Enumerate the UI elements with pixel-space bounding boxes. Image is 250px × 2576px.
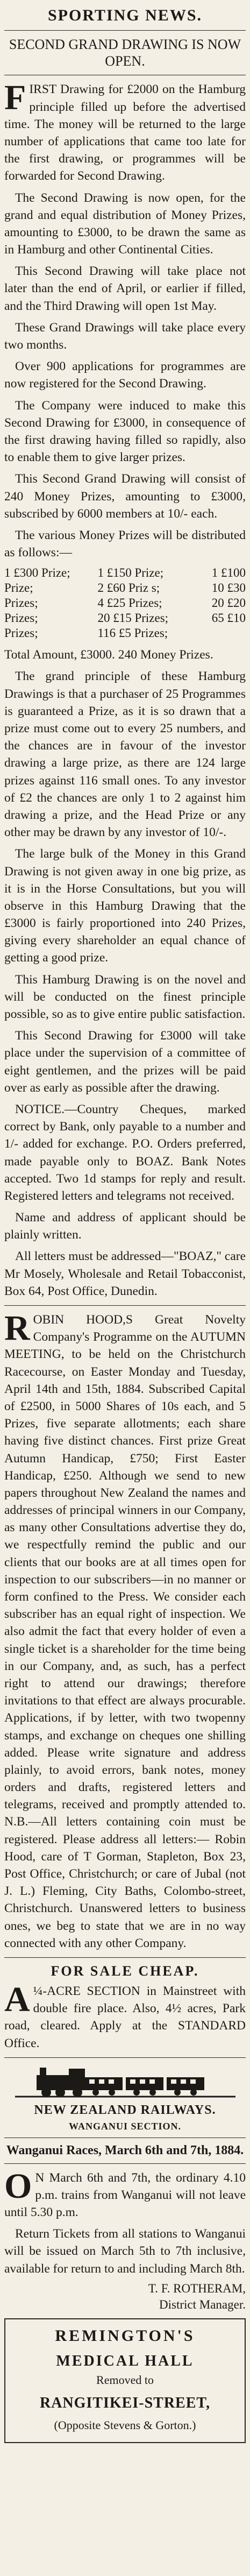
sporting-title: SECOND GRAND DRAWING IS NOW OPEN. (9, 37, 241, 69)
sporting-para: The various Money Prizes will be distributed as follows:— (4, 528, 246, 560)
divider (4, 1957, 246, 1958)
sporting-para: These Grand Drawings will take place every two months. (4, 320, 246, 352)
sporting-para: This Second Grand Drawing will consist of 240 Money Prizes, amounting to £3000, subscribed by 6000 members at 10/- each. (4, 472, 246, 521)
sporting-para: The grand principle of these Hamburg Drawings is that a purchaser of 25 Programmes is guaranteed a Prize, as it is so drawn that a prize must come out to every 25 numbers, and the chances are in favour of the investor drawing a large prize, as there are 124 large prizes against 116 small ones. To any investor of £2 the chances are only 1 to 2 against him drawing a prize, and the Head Prize or any other may be drawn by any investor of 10/-. (4, 669, 246, 840)
prize-row: Prizes; 4 £25 Prizes; 20 £20 (4, 596, 246, 610)
medical-hall: MEDICAL HALL (56, 2352, 194, 2369)
prize-total: Total Amount, £3000. 240 Money Prizes. (4, 648, 213, 662)
races-title: Wanganui Races, March 6th and 7th, 1884. (6, 2143, 244, 2157)
robin-hood-ad: ROBIN HOOD,S Great Novelty Company's Programme on the AUTUMN MEETING, to be held on the Christchurch Racecourse, on Easter Monday and Tuesday, April 14th and 15th, 1884. Subscribed Capital of £2500, in 5000 Shares of 10s each, and 5 Prizes, five separate allotments; each share having five distinct chances. First prize Great Autumn Handicap, £750; First Easter Handicap, £250. Although we send to new papers throughout New Zealand the names and addresses of principal winners in our Company, as many other Consultations advertise they do, we respectfully remind the public and our clients that our books are at all times open for inspection to our subscribers—in no manner or form confined to the Press. We consider each subscriber has an equal right of inspection. We also admit the fact that every holder of even a single ticket is a shareholder for the time being in our Company, and, as such, has a perfect right to attend our drawings; therefore invitations to that effect are always procurable. Applications, if by letter, with two twopenny stamps, and exchange on cheques one shilling added. Please write signature and address plainly, to avoid errors, bank notes, money orders and drafts, registered letters and telegrams, received and promptly attended to. N.B.—All letters containing coin must be registered. Please address all letters:— Robin Hood, care of T Gorman, Stapleton, Box 23, Post Office, Christchurch; or care of Jubal (not J. L.) Fleming, City Baths, Colombo-street, Christchurch. Unanswered letters to business ones, we beg to state that we are in no way connected with any other Company. (4, 1308, 246, 1950)
dropcap: A (4, 1979, 30, 2019)
races-para: O N March 6th and 7th, the ordinary 4.10 p.m. trains from Wanganui will not leave until 5.30 p.m. (4, 2166, 246, 2220)
sporting-intro: FIRST Drawing for £2000 on the Hamburg principle filled up before the advertised time. The money will be returned to the large number of applications that came too late for the first drawing, or programmes will be forwarded for Second Drawing. (4, 78, 246, 183)
return-tickets-para: Return Tickets from all stations to Wanganui will be issued on March 5th to 7th inclusive, available for return to and including March 8th. (4, 2227, 246, 2276)
prize-row: 1 £300 Prize; 1 £150 Prize; 1 £100 (4, 566, 246, 580)
letters-para: All letters must be addressed—"BOAZ," care Mr Mosely, Wholesale and Retail Tobacconist, Box 64, Post Office, Dunedin. (4, 1249, 246, 1298)
prize-row: Prize; 2 £60 Priz s; 10 £30 (4, 581, 246, 595)
sporting-para: The large bulk of the Money in this Grand Drawing is not given away in one big prize, as it is in the Horse Consultations, but you will observe in this Hamburg Drawing that the £3000 is fairly proportioned into 240 Prizes, giving every shareholder an equal chance of getting a good prize. (4, 847, 246, 965)
sporting-para: The Company were induced to make this Second Drawing for £3000, in consequence of the first drawing having filled so rapidly, also to enable them to give larger prizes. (4, 398, 246, 465)
dropcap: F (4, 78, 26, 118)
train-icon (4, 2063, 246, 2101)
notice-para: NOTICE.—Country Cheques, marked correct by Bank, only payable to a number and 1/- added for exchange. P.O. Orders preferred, made payable only to BOAZ. Bank Notes accepted. Two 1d stamps for reply and result. Registered letters and telegrams not received. (4, 1102, 246, 1203)
sporting-heading: SPORTING NEWS. (48, 6, 202, 24)
sporting-para: The Second Drawing is now open, for the grand and equal distribution of Money Prizes, amounting to £3000, to be drawn the same as in Hamburg and other Continental Cities. (4, 190, 246, 257)
removed-to: Removed to (96, 2373, 154, 2387)
sale-ad: A ¼-ACRE SECTION in Mainstreet with double fire place. Also, 4½ acres, Park road, cleared. Apply at the STANDARD Office. (4, 1979, 246, 2050)
dropcap: R (4, 1308, 30, 1348)
newspaper-column (4, 0, 246, 2443)
railways-section: WANGANUI SECTION. (68, 2120, 182, 2132)
divider (4, 30, 246, 31)
sporting-para: Over 900 applications for programmes are now registered for the Second Drawing. (4, 359, 246, 391)
remington-ad (4, 2318, 246, 2443)
remington-name: REMINGTON'S (55, 2326, 195, 2345)
prize-row: Prizes; 116 £5 Prizes; (4, 626, 168, 640)
sporting-para: This Hamburg Drawing is on the novel and will be conducted on the finest principle possible, so as to give entire public satisfaction. (4, 972, 246, 1021)
prize-table (4, 565, 246, 641)
opposite-note: (Opposite Stevens & Gorton.) (54, 2418, 196, 2432)
signature-name: T. F. ROTHERAM, (148, 2281, 246, 2295)
divider (4, 2057, 246, 2058)
name-address-para: Name and address of applicant should be plainly written. (4, 1211, 246, 1242)
dropcap: O (4, 2166, 32, 2206)
divider (4, 1305, 246, 1306)
signature-title: District Manager. (159, 2297, 246, 2311)
sporting-para: This Second Drawing will take place not later than the end of April, or earlier if filled, and the Third Drawing will open 1st May. (4, 264, 246, 313)
sporting-para: This Second Drawing for £3000 will take place under the supervision of a committee of eight gentlemen, and the prizes will be paid over as early as possible after the drawing. (4, 1029, 246, 1095)
sale-heading: FOR SALE CHEAP. (51, 1963, 199, 1979)
prize-row: Prizes; 20 £15 Prizes; 65 £10 (4, 611, 246, 625)
street-name: RANGITIKEI-STREET, (39, 2394, 210, 2411)
railways-heading: NEW ZEALAND RAILWAYS. (34, 2103, 216, 2117)
divider (4, 2163, 246, 2164)
